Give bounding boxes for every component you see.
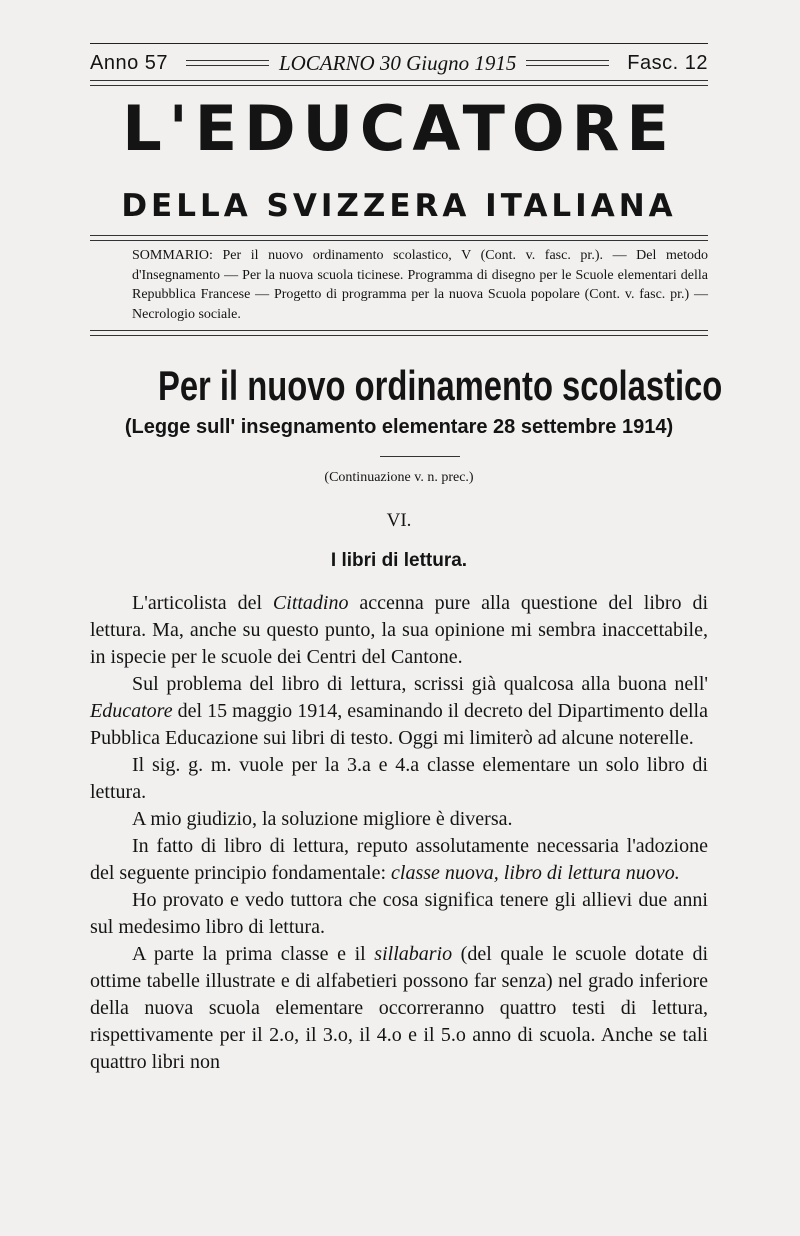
sommario: [132, 246, 708, 324]
continuation-note: (Continuazione v. n. prec.): [324, 470, 474, 485]
issue-place-date: LOCARNO 30 Giugno 1915: [278, 50, 517, 75]
issue-header: [90, 50, 708, 76]
paragraph: Ho provato e vedo tuttora che cosa significa tenere gli allievi due anni sul medesimo libro di lettura.: [90, 889, 708, 938]
masthead-subtitle: DELLA SVIZZERA ITALIANA: [121, 188, 677, 224]
article-subtitle: (Legge sull' insegnamento elementare 28 settembre 1914): [124, 416, 674, 438]
masthead-title: L'EDUCATORE: [122, 92, 676, 165]
section-number: VI.: [386, 510, 412, 531]
issue-fascicle: Fasc. 12: [627, 51, 708, 74]
section-title: I libri di lettura.: [330, 550, 468, 571]
header-double-rule-right: [526, 60, 609, 66]
paragraph: A mio giudizio, la soluzione migliore è diversa.: [132, 808, 513, 830]
issue-year: Anno 57: [90, 51, 169, 74]
paragraph: In fatto di libro di lettura, reputo assolutamente necessaria l'adozione del seguente principio fondamentale: classe nuova, libro di lettura nuovo.: [90, 835, 708, 884]
sommario-bottom-rule: [90, 330, 708, 336]
header-top-rule: [90, 43, 708, 44]
article-title: Per il nuovo ordinamento scolastico: [157, 362, 723, 409]
paragraph: A parte la prima classe e il sillabario (del quale le scuole dotate di ottime tabelle illustrate e di alfabetieri possono far senza) nel grado inferiore della nuova scuola elementare occorreranno quattro testi di lettura, rispettivamente per il 2.o, il 3.o, il 4.o e il 5.o anno di scuola. Anche se tali quattro libri non: [90, 943, 709, 1073]
header-bottom-rule: [90, 80, 708, 86]
header-double-rule-left: [186, 60, 269, 66]
article-body: [90, 590, 708, 1076]
sommario-text: Per il nuovo ordinamento scolastico, V (Cont. v. fasc. pr.). — Del metodo d'Insegnamento — Per la nuova scuola ticinese. Programma di disegno per le Scuole elementari della Repubblica Francese — Progetto di programma per la nuova Scuola popolare (Cont. v. fasc. pr.) — Necrologio sociale.: [132, 248, 708, 322]
title-separator: [380, 456, 460, 457]
sommario-top-rule: [90, 235, 708, 241]
paragraph: L'articolista del Cittadino accenna pure alla questione del libro di lettura. Ma, anche su questo punto, la sua opinione mi sembra inaccettabile, in ispecie per le scuole dei Centri del Cantone.: [90, 592, 708, 668]
paragraph: Il sig. g. m. vuole per la 3.a e 4.a classe elementare un solo libro di lettura.: [90, 754, 708, 803]
paragraph: Sul problema del libro di lettura, scrissi già qualcosa alla buona nell' Educatore del 15 maggio 1914, esaminando il decreto del Dipartimento della Pubblica Educazione sui libri di testo. Oggi mi limiterò ad alcune noterelle.: [90, 673, 708, 749]
sommario-label: SOMMARIO:: [132, 248, 213, 263]
